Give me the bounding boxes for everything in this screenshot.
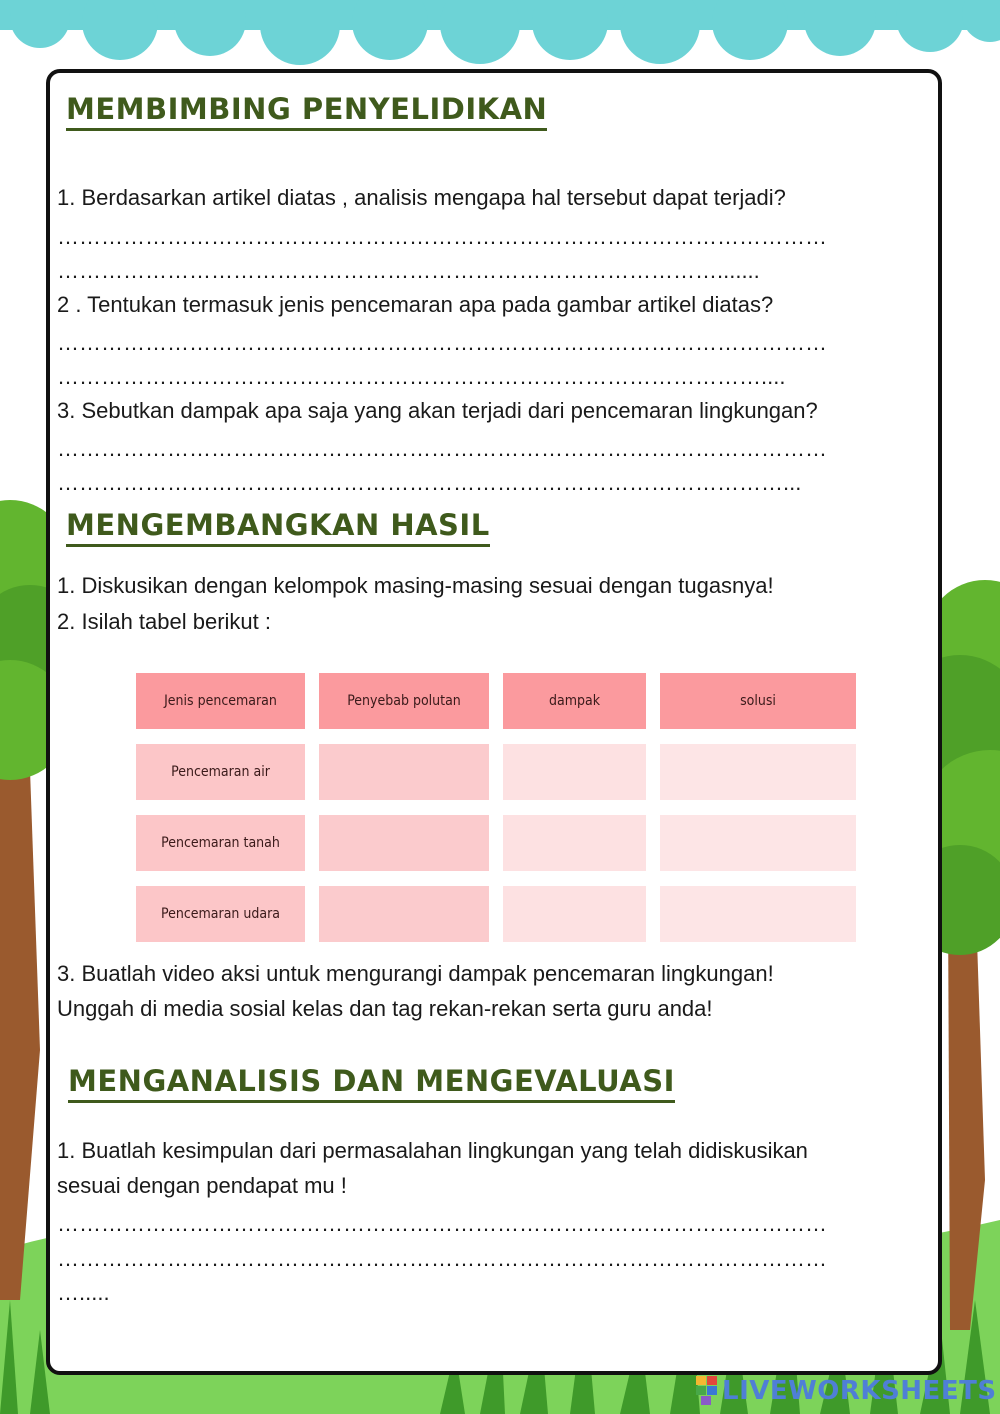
question-1: 1. Berdasarkan artikel diatas , analisis mengapa hal tersebut dapat terjadi? (57, 185, 786, 210)
answer-line[interactable]: …………………………………………………………………………………………… (57, 1246, 827, 1271)
table-header-cell: Penyebab polutan (319, 673, 489, 729)
table-input-cell[interactable] (319, 815, 489, 871)
answer-line[interactable]: ………………………………………………………………………………....... (57, 258, 760, 283)
question-2: 2 . Tentukan termasuk jenis pencemaran apa pada gambar artikel diatas? (57, 292, 774, 317)
answer-line[interactable]: …………………………………………………………………………………………… (57, 436, 827, 461)
table-row-label: Pencemaran tanah (136, 815, 305, 871)
answer-line[interactable]: …………………………………………………………………………………………… (57, 1211, 827, 1236)
table-input-cell[interactable] (660, 744, 856, 800)
question-conclusion-continued: sesuai dengan pendapat mu ! (57, 1173, 347, 1198)
table-input-cell[interactable] (660, 886, 856, 942)
table-row-label: Pencemaran air (136, 744, 305, 800)
section-heading-mengembangkan: MENGEMBANGKAN HASIL (66, 506, 490, 547)
answer-line[interactable]: …..... (57, 1280, 110, 1305)
section-heading-membimbing: MEMBIMBING PENYELIDIKAN (66, 90, 547, 131)
watermark-text: LIVEWORKSHEETS (722, 1376, 997, 1406)
answer-line[interactable]: …………………………………………………………………………………………… (57, 224, 827, 249)
question-conclusion: 1. Buatlah kesimpulan dari permasalahan lingkungan yang telah didiskusikan (57, 1138, 808, 1163)
step-2: 2. Isilah tabel berikut : (57, 609, 272, 634)
table-input-cell[interactable] (660, 815, 856, 871)
table-input-cell[interactable] (503, 886, 646, 942)
table-input-cell[interactable] (319, 886, 489, 942)
answer-line[interactable]: ………………………………………………………………………………………... (57, 470, 802, 495)
table-row-label: Pencemaran udara (136, 886, 305, 942)
step-3: 3. Buatlah video aksi untuk mengurangi dampak pencemaran lingkungan! (57, 961, 774, 986)
table-header-cell: Jenis pencemaran (136, 673, 305, 729)
table-header-cell: solusi (660, 673, 856, 729)
step-1: 1. Diskusikan dengan kelompok masing-masing sesuai dengan tugasnya! (57, 573, 774, 598)
section-heading-menganalisis: MENGANALISIS DAN MENGEVALUASI (68, 1062, 675, 1103)
step-3-continued: Unggah di media sosial kelas dan tag rekan-rekan serta guru anda! (57, 996, 713, 1021)
liveworksheets-watermark (696, 1374, 997, 1408)
table-header-cell: dampak (503, 673, 646, 729)
table-input-cell[interactable] (503, 744, 646, 800)
table-input-cell[interactable] (319, 744, 489, 800)
table-input-cell[interactable] (503, 815, 646, 871)
answer-line[interactable]: …………………………………………………………………………………….... (57, 364, 786, 389)
answer-line[interactable]: …………………………………………………………………………………………… (57, 330, 827, 355)
liveworksheets-logo-icon (696, 1376, 718, 1406)
question-3: 3. Sebutkan dampak apa saja yang akan terjadi dari pencemaran lingkungan? (57, 398, 818, 423)
